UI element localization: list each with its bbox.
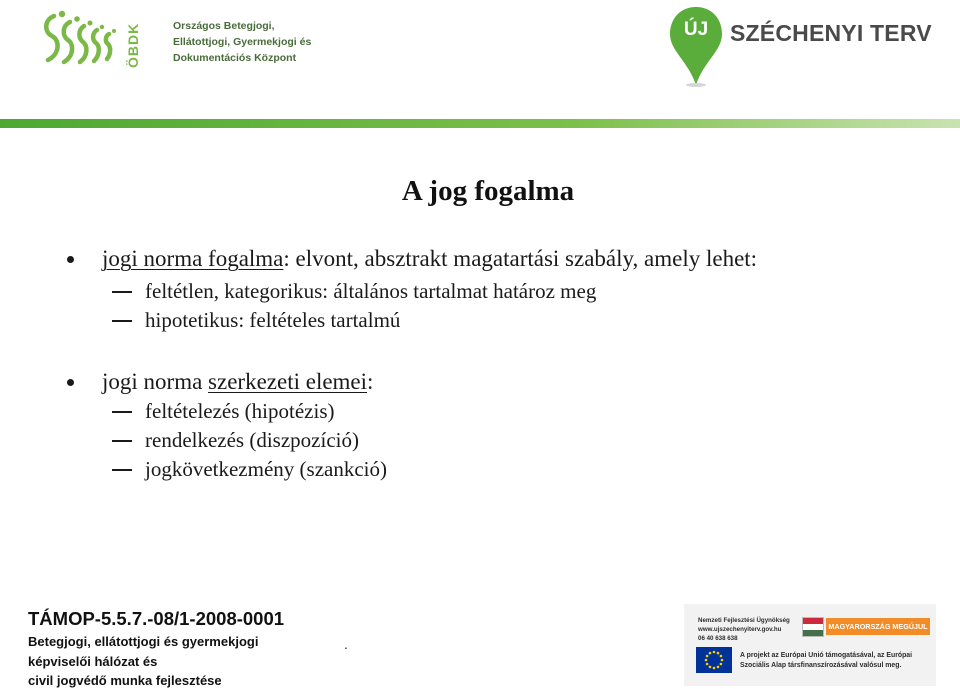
agency-url: www.ujszechenyiterv.gov.hu bbox=[698, 626, 782, 633]
agency-name: Nemzeti Fejlesztési Ügynökség bbox=[698, 617, 790, 624]
project-code: TÁMOP-5.5.7.-08/1-2008-0001 bbox=[28, 608, 285, 629]
bullet-dot-icon bbox=[67, 256, 74, 263]
bullet-prefix: jogi norma bbox=[102, 369, 209, 394]
sub-item-text: jogkövetkezmény (szankció) bbox=[145, 457, 387, 481]
szechenyi-pin-label: ÚJ bbox=[683, 19, 709, 40]
footer-project-info bbox=[28, 606, 284, 689]
bullet-dot-icon bbox=[67, 379, 74, 386]
eu-funding-banner bbox=[684, 604, 936, 686]
szechenyi-terv-logo bbox=[668, 5, 938, 87]
bullet-text bbox=[102, 367, 373, 397]
header-divider bbox=[0, 119, 960, 128]
obdk-logo bbox=[40, 8, 312, 72]
bullet-term: szerkezeti elemei bbox=[208, 369, 368, 394]
project-title-line: képviselői hálózat és bbox=[28, 653, 158, 669]
page-header bbox=[0, 0, 960, 128]
dash-icon bbox=[112, 440, 132, 442]
eu-note-line: Szociális Alap társfinanszírozásával valósul meg. bbox=[740, 661, 902, 669]
szechenyi-terv-name: SZÉCHENYI TERV bbox=[730, 20, 932, 46]
dash-icon bbox=[112, 291, 132, 293]
obdk-mark-icon bbox=[40, 8, 146, 72]
sub-item-text: feltételezés (hipotézis) bbox=[145, 399, 335, 423]
dash-icon bbox=[112, 320, 132, 322]
sub-item-text: hipotetikus: feltételes tartalmú bbox=[145, 308, 401, 332]
hungarian-flag-icon bbox=[802, 617, 824, 637]
bullet-text bbox=[102, 244, 757, 274]
sub-item-text: feltétlen, kategorikus: általános tartalmat határoz meg bbox=[145, 279, 597, 303]
nfu-agency-block bbox=[698, 616, 790, 643]
slide-title: A jog fogalma bbox=[401, 175, 575, 207]
project-title-line: Betegjogi, ellátottjogi és gyermekjogi bbox=[28, 634, 259, 649]
obdk-mark-label: ÖBDK bbox=[125, 22, 141, 68]
bullet-definition: : bbox=[367, 369, 374, 394]
location-pin-icon bbox=[668, 5, 724, 87]
magyarorszag-megujul-badge: MAGYARORSZÁG MEGÚJUL bbox=[826, 618, 930, 635]
dash-icon bbox=[112, 469, 132, 471]
eu-funding-note bbox=[740, 651, 912, 670]
eu-note-line: A projekt az Európai Unió támogatásával, az Európai bbox=[740, 652, 913, 659]
bullet-term: jogi norma fogalma bbox=[102, 246, 284, 271]
footer-dot: . bbox=[344, 636, 348, 652]
dash-icon bbox=[112, 411, 132, 413]
agency-phone: 06 40 638 638 bbox=[698, 635, 738, 642]
sub-item-text: rendelkezés (diszpozíció) bbox=[145, 428, 359, 452]
bullet-definition: : elvont, absztrakt magatartási szabály, amely lehet: bbox=[283, 246, 758, 271]
obdk-name-line: Dokumentációs Központ bbox=[173, 52, 297, 64]
obdk-name-line: Országos Betegjogi, bbox=[173, 20, 275, 32]
eu-flag-icon bbox=[696, 647, 732, 673]
obdk-name-line: Ellátottjogi, Gyermekjogi és bbox=[173, 36, 312, 48]
project-title-line: civil jogvédő munka fejlesztése bbox=[28, 673, 222, 688]
obdk-name bbox=[173, 18, 311, 66]
